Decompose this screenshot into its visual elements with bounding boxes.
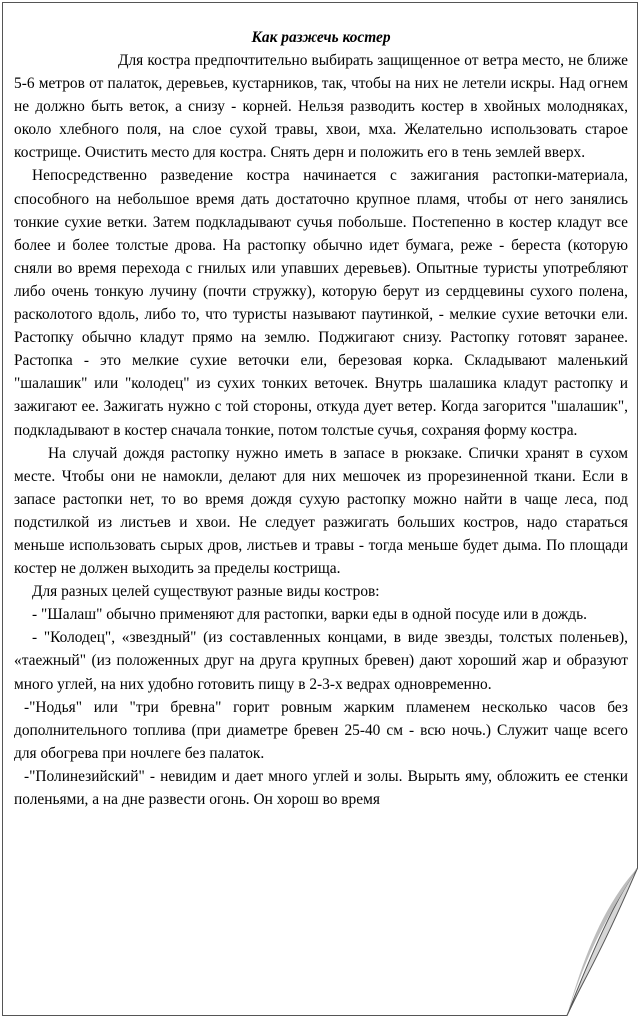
document-body [14, 26, 628, 811]
document-title: Как разжечь костер [251, 29, 391, 46]
paragraph-kindling: Непосредственно разведение костра начинается с зажигания растопки-материала, способного на небольшое время дать достаточно крупное пламя, чтобы от него занялись тонкие сухие ветки. Затем подкладывают сучья побольше. Постепенно в костер кладут все более и более толстые дрова. На растопку обычно идет бумага, реже - береста (которую сняли во время перехода с гнилых или упавших деревьев). Опытные туристы употребляют либо очень тонкую лучину (почти стружку), которую берут из сердцевины сухого полена, расколотого вдоль, либо то, что туристы называют паутинкой, - мелкие сухие веточки ели. Растопку обычно кладут прямо на землю. Поджигают снизу. Растопку готовят заранее. Растопка - это мелкие сухие веточки ели, березовая корка. Складывают маленький "шалашик" или "колодец" из сухих тонких веточек. Внутрь шалашика кладут растопку и зажигают ее. Зажигать нужно с той стороны, откуда дует ветер. Когда загорится "шалашик", подкладывают в костер сначала тонкие, потом толстые сучья, сохраняя форму костра. [14, 167, 628, 439]
paragraph-rain: На случай дождя растопку нужно иметь в запасе в рюкзаке. Спички хранят в сухом месте. Чтобы они не намокли, делают для них мешочек из прорезиненной ткани. Если в запасе растопки нет, то во время дождя сухую растопку можно найти в чаще леса, под подстилкой из листьев и хвои. Не следует разжигать больших костров, надо стараться меньше использовать сырых дров, листьев и травы - тогда меньше будет дыма. По площади костер не должен выходить за пределы кострища. [14, 444, 628, 578]
list-item-shalash: - "Шалаш" обычно применяют для растопки, варки еды в одной посуде или в дождь. [32, 606, 587, 624]
paragraph-fire-types-intro: Для разных целей существуют разные виды костров: [32, 583, 380, 601]
list-item-nodya: -"Нодья" или "три бревна" горит ровным жарким пламенем несколько часов без дополнительного топлива (при диаметре бревен 25-40 см - всю ночь.) Служит чаще всего для обогрева при ночлеге без палаток. [14, 698, 628, 762]
list-item-kolodets: - "Колодец", «звездный" (из составленных концами, в виде звезды, толстых поленьев), «таежный" (из положенных друг на друга крупных бревен) дают хороший жар и образуют много углей, на них удобно готовить пищу в 2-3-х ведрах одновременно. [14, 629, 628, 693]
paragraph-site-selection: Для костра предпочтительно выбирать защищенное от ветра место, не ближе 5-6 метров от палаток, деревьев, кустарников, так, чтобы на них не летели искры. Над огнем не должно быть веток, а снизу - корней. Нельзя разводить костер в хвойных молодняках, около хлебного поля, на слое сухой травы, хвои, мха. Желательно использовать старое кострище. Очистить место для костра. Снять дерн и положить его в тень землей вверх. [14, 52, 628, 162]
list-item-polynesian: -"Полинезийский" - невидим и дает много углей и золы. Вырыть яму, обложить ее стенки поленьями, а на дне развести огонь. Он хорош во время [14, 767, 628, 808]
